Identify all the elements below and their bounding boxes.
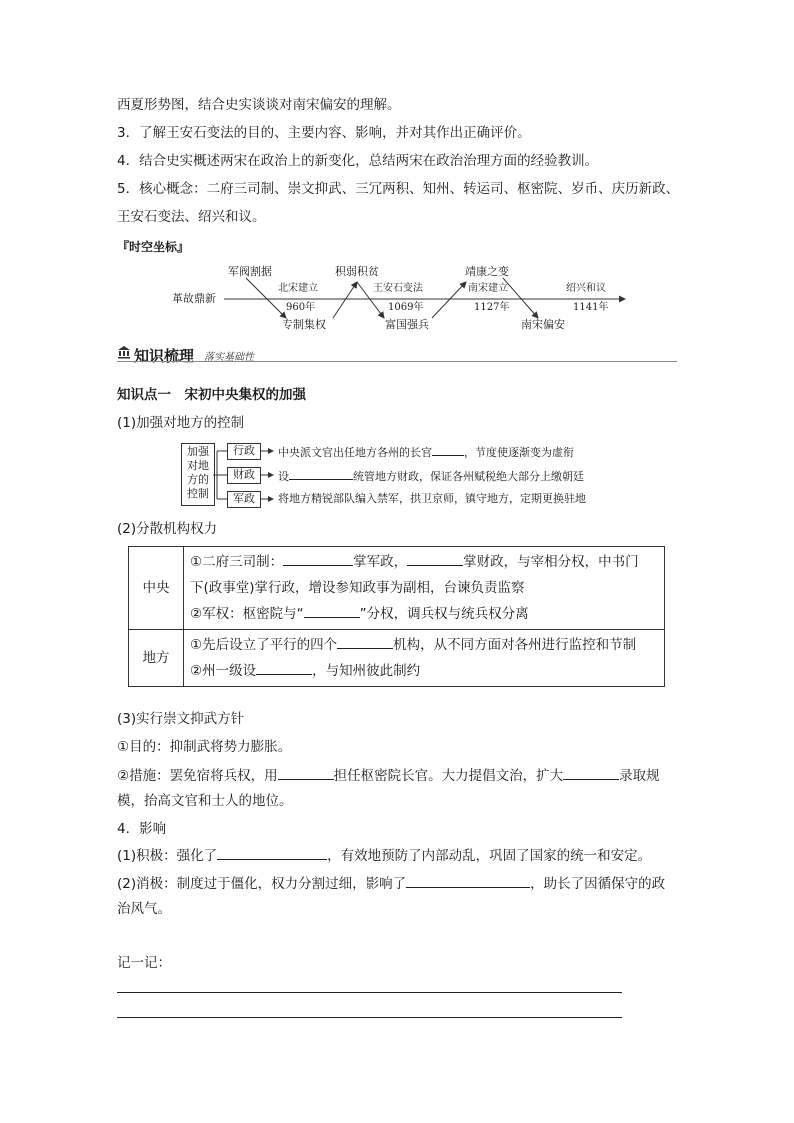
diagram-text-admin-a: 中央派文官出任地方各州的长官 [278,446,432,459]
timeline-top-1: 军阀割据 [228,265,272,278]
diagram-text-military: 将地方精锐部队编入禁军，拱卫京师，镇守地方，定期更换驻地 [278,492,586,505]
timeline-header: 『时空坐标』 [117,240,190,254]
impact1-a: (1)积极：强化了 [117,848,218,864]
central-l1-c: 掌财政，与宰相分权，中书门 [463,554,639,570]
blank-central-3[interactable] [304,603,360,618]
central-line-3 [190,601,658,627]
intro-line-3: 4．结合史实概述两宋在政治上的新变化，总结两宋在政治治理方面的经验教训。 [117,153,599,169]
timeline-year-1: 960年 [286,302,316,313]
kp1-measure-line-1 [117,765,660,786]
table-row-local [129,630,665,687]
timeline-event-4: 绍兴和议 [566,283,606,294]
intro-line-4: 5．核心概念：二府三司制、崇文抑武、三冗两积、知州、转运司、枢密院、岁币、庆历新政、 [117,181,680,197]
timeline-bottom-1: 专制集权 [282,318,326,331]
intro-line-1: 西夏形势图，结合史实谈谈对南宋偏安的理解。 [117,97,401,113]
impact-title: 4．影响 [117,821,167,837]
timeline-bottom-2: 富国强兵 [385,318,429,331]
kp1-measure-line-2: 模，抬高文官和士人的地位。 [117,793,293,809]
table-cell-central [184,547,665,630]
diagram-text-finance [278,468,584,484]
diagram-text-admin-b: ，节度使逐渐变为虚衔 [464,446,574,459]
blank-admin[interactable] [432,444,464,456]
kp1-purpose: ①目的：抑制武将势力膨胀。 [117,739,292,755]
table-head-central: 中央 [129,547,184,630]
blank-impact-2[interactable] [406,873,530,888]
diagram-branch-admin: 行政 [227,443,261,460]
diagram-branch-finance: 财政 [227,467,261,484]
timeline-top-3: 靖康之变 [465,265,509,278]
timeline-top-2: 积弱积贫 [335,265,379,278]
diagram-branch-military: 军政 [227,491,261,508]
impact2-a: (2)消极：制度过于僵化，权力分割过细，影响了 [117,876,407,892]
diagram-root-line: 控制 [187,487,209,500]
timeline-year-2: 1069年 [388,302,424,313]
diagram-arrows [259,440,279,510]
local-l1-a: ①先后设立了平行的四个 [190,637,338,653]
local-line-2 [190,658,658,684]
timeline-event-3: 南宋建立 [468,283,508,294]
timeline-start: 革故鼎新 [172,292,216,305]
blank-finance[interactable] [289,468,353,480]
measure-b: 担任枢密院长官。大力提倡文治，扩大 [333,768,564,784]
impact1-b: ，有效地预防了内部动乱，巩固了国家的统一和安定。 [327,848,652,864]
timeline-year-4: 1141年 [573,302,609,313]
impact-negative [117,873,665,894]
central-l1-a: ①二府三司制： [190,554,284,570]
diagram-root-line: 对地 [187,459,209,472]
section-title: 知识梳理 [134,347,195,365]
blank-local-1[interactable] [337,634,393,649]
diagram-root [181,443,215,506]
table-head-local: 地方 [129,630,184,687]
blank-impact-1[interactable] [217,845,327,860]
note-label: 记一记： [117,955,171,971]
timeline-event-2: 王安石变法 [373,283,423,294]
impact-negative-cont: 治风气。 [117,901,171,917]
diagram-text-finance-b: 统管地方财政，保证各州赋税绝大部分上缴朝廷 [353,470,584,483]
central-l3-b: ”分权，调兵权与统兵权分离 [359,606,529,622]
power-table [128,546,665,687]
central-line-1 [190,549,658,575]
intro-line-2: 3．了解王安石变法的目的、主要内容、影响，并对其作出正确评价。 [117,125,531,141]
blank-central-1[interactable] [283,551,353,566]
kp1-sub2: (2)分散机构权力 [117,521,218,537]
blank-measure-2[interactable] [563,765,619,780]
note-line-1[interactable] [117,992,622,993]
local-l1-b: 机构，从不同方面对各州进行监控和节制 [393,637,637,653]
diagram-text-admin [278,444,574,460]
impact-positive [117,845,651,866]
blank-measure-1[interactable] [278,765,334,780]
impact2-b: ，助长了因循保守的政 [530,876,666,892]
measure-a: ②措施：罢免宿将兵权，用 [117,768,278,784]
diagram-root-line: 加强 [187,445,209,458]
local-line-1 [190,632,658,658]
central-l1-b: 掌军政， [353,554,408,570]
local-l2-a: ②州一级设 [190,663,257,679]
blank-local-2[interactable] [256,660,312,675]
kp1-sub1: (1)加强对地方的控制 [117,415,245,431]
intro-line-5: 王安石变法、绍兴和议。 [117,209,266,225]
blank-central-2[interactable] [407,551,463,566]
kp1-sub3: (3)实行崇文抑武方针 [117,711,245,727]
timeline-year-3: 1127年 [474,302,510,313]
timeline-event-1: 北宋建立 [278,283,318,294]
kp1-title: 知识点一 宋初中央集权的加强 [117,387,306,403]
table-row-central [129,547,665,630]
table-cell-local [184,630,665,687]
central-line-2: 下(政事堂)掌行政，增设参知政事为副相，台谏负责监察 [190,580,525,596]
section-divider [117,361,677,362]
diagram-text-finance-a: 设 [278,470,289,483]
timeline-bottom-3: 南宋偏安 [521,318,565,331]
local-l2-b: ，与知州彼此制约 [312,663,421,679]
central-l3-a: ②军权：枢密院与“ [190,606,304,622]
note-line-2[interactable] [117,1017,622,1018]
building-icon [117,345,131,359]
measure-c: 录取规 [619,768,660,784]
diagram-root-line: 方的 [187,473,209,486]
section-subtitle: 落实基础性 [204,352,254,363]
